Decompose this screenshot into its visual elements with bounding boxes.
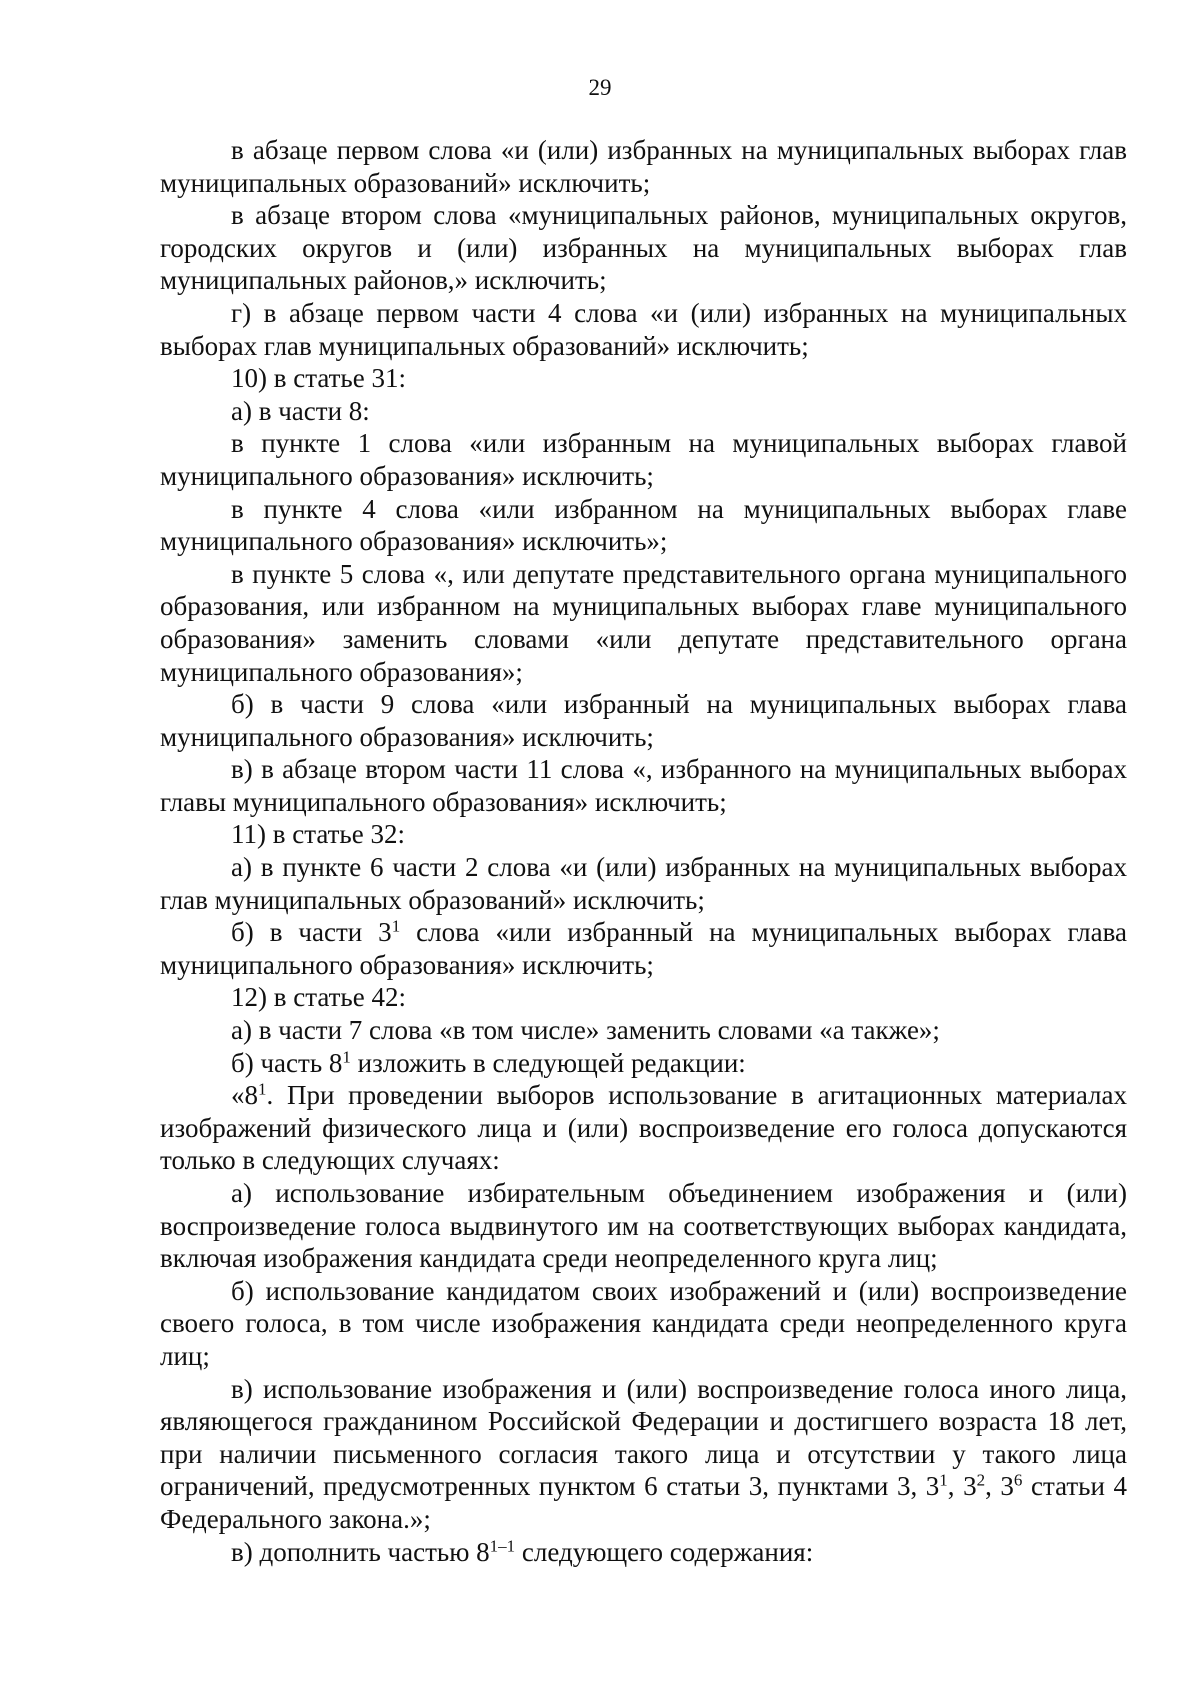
paragraph: в пункте 1 слова «или избранным на муниципальных выборах главой муниципального образования» исключить; bbox=[160, 428, 1127, 491]
paragraph: 11) в статье 32: bbox=[231, 819, 405, 850]
paragraph: б) использование кандидатом своих изображений и (или) воспроизведение своего голоса, в том числе изображения кандидата среди неопределенного круга лиц; bbox=[160, 1275, 1127, 1371]
superscript: 1 bbox=[258, 1079, 267, 1099]
paragraph: в абзаце первом слова «и (или) избранных на муниципальных выборах глав муниципальных образований» исключить; bbox=[160, 135, 1127, 198]
text-fragment: , 3 bbox=[947, 1471, 977, 1502]
text-fragment: статьи 4 Федерального закона.»; bbox=[160, 1471, 1128, 1534]
paragraph: а) в части 8: bbox=[231, 395, 370, 426]
paragraph bbox=[160, 1536, 1127, 1569]
paragraph bbox=[160, 1373, 1127, 1536]
superscript: 1–1 bbox=[489, 1536, 516, 1556]
paragraph: в пункте 4 слова «или избранном на муниципальных выборах главе муниципального образования» исключить»; bbox=[160, 493, 1127, 557]
paragraph: а) в части 7 слова «в том числе» заменить словами «а также»; bbox=[231, 1015, 940, 1046]
paragraph bbox=[160, 1047, 1127, 1080]
superscript: 1 bbox=[939, 1471, 948, 1490]
text-fragment: б) в части 3 bbox=[231, 917, 392, 948]
text-fragment: изложить в следующей редакции: bbox=[350, 1047, 746, 1078]
paragraph: г) в абзаце первом части 4 слова «и (или) избранных на муниципальных выборах глав муниципальных образований» исключить; bbox=[160, 297, 1127, 361]
superscript: 1 bbox=[391, 916, 401, 936]
superscript: 1 bbox=[342, 1047, 351, 1067]
text-fragment: . При проведении выборов использование в агитационных материалах изображений физического лица и (или) воспроизведение его голоса допускаются только в следующих случаях: bbox=[160, 1080, 1127, 1176]
text-fragment: в) дополнить частью 8 bbox=[231, 1536, 490, 1567]
superscript: 2 bbox=[976, 1471, 986, 1490]
text-fragment: , 3 bbox=[985, 1471, 1014, 1502]
text-fragment: в) использование изображения и (или) воспроизведение голоса иного лица, являющегося гражданином Российской Федерации и достигшего возраста 18 лет, при наличии письменного согласия такого лица и отсутствии у такого лица ограничений, предусмотренных пунктом 6 статьи 3, пунктами 3, 3 bbox=[160, 1373, 1127, 1502]
paragraph: 12) в статье 42: bbox=[231, 982, 406, 1013]
page-number: 29 bbox=[588, 75, 612, 100]
paragraph bbox=[160, 1079, 1127, 1177]
paragraph: а) в пункте 6 части 2 слова «и (или) избранных на муниципальных выборах глав муниципальных образований» исключить; bbox=[160, 852, 1127, 915]
paragraph: в абзаце втором слова «муниципальных районов, муниципальных округов, городских округов и (или) избранных на муниципальных выборах глав муниципальных районов,» исключить; bbox=[160, 200, 1127, 296]
text-fragment: слова «или избранный на муниципальных выборах глава муниципального образования» исключить; bbox=[160, 917, 1127, 980]
paragraph: 10) в статье 31: bbox=[231, 363, 406, 394]
paragraph: а) использование избирательным объединением изображения и (или) воспроизведение голоса выдвинутого им на соответствующих выборах кандидата, включая изображения кандидата среди неопределенного круга лиц; bbox=[160, 1178, 1127, 1274]
text-fragment: следующего содержания: bbox=[515, 1536, 814, 1567]
paragraph bbox=[160, 916, 1127, 981]
text-fragment: б) часть 8 bbox=[231, 1047, 343, 1078]
paragraph: б) в части 9 слова «или избранный на муниципальных выборах глава муниципального образования» исключить; bbox=[160, 689, 1127, 752]
paragraph: в пункте 5 слова «, или депутате представительного органа муниципального образования, или избранном на муниципальных выборах главе муниципального образования» заменить словами «или депутате представительного органа муниципального образования»; bbox=[160, 558, 1127, 687]
paragraph: в) в абзаце втором части 11 слова «, избранного на муниципальных выборах главы муниципального образования» исключить; bbox=[160, 754, 1127, 817]
text-fragment: «8 bbox=[231, 1080, 258, 1111]
superscript: 6 bbox=[1013, 1471, 1023, 1490]
document-body bbox=[160, 134, 1127, 1568]
